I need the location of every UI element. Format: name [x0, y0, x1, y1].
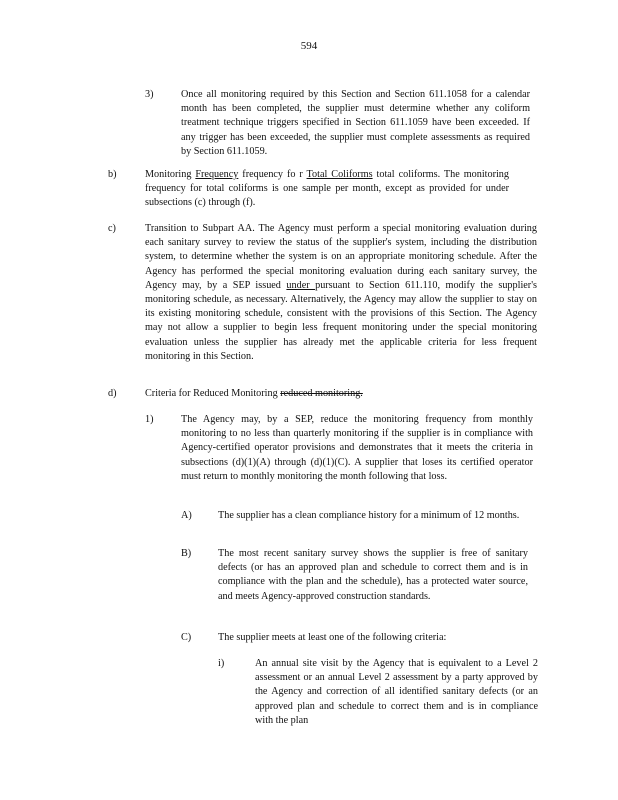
item-d1-text: The Agency may, by a SEP, reduce the monitoring frequency from monthly monitoring to no less than quarterly monitoring if the supplier is in compliance with Agency-certified operator provisions and demonstrates that it meets the criteria in subsections (d)(1)(A) through (d)(1)(C). A supplier that loses its certified operator must return to monthly monitoring the month following that loss.	[181, 414, 533, 482]
item-c-pre: Transition to Subpart AA. The Agency must perform a special monitoring evaluation during each sanitary survey to review the status of the supplier's system, including the distribution system, to determine whether the system is on an appropriate monitoring schedule. After the Agency has performed the special monitoring evaluation during each sanitary survey, the Agency may, by a SEP issued	[145, 223, 537, 291]
item-b-inserted-total-coliforms: Total Coliforms	[306, 169, 373, 180]
item-3-text: Once all monitoring required by this Section and Section 611.1058 for a calendar month has been completed, the supplier must determine whether any coliform treatment technique triggers specified in Section 611.1059 have been exceeded. If any trigger has been exceeded, the supplier must complete assessments as required by Section 611.1059.	[181, 89, 530, 157]
item-b-label: b)	[108, 169, 117, 180]
item-C-label: C)	[181, 632, 192, 643]
item-c-rest: pursuant to Section 611.110, modify the supplier's monitoring schedule, as necessary. Alternatively, the Agency may allow the supplier to stay on its existing monitoring schedule, consistent with the provisions of this Section. The Agency may not allow a supplier to begin less frequent monitoring under the special monitoring evaluation unless the supplier has already met the applicable criteria for less frequent monitoring in this Section.	[145, 279, 537, 362]
item-b-rest: total coliforms. The monitoring frequency for total coliforms is one sample per month, except as provided for under subsections (c) through (f).	[145, 169, 509, 209]
page-number: 594	[300, 40, 318, 52]
item-B-text: The most recent sanitary survey shows the supplier is free of sanitary defects (or has an approved plan and schedule to correct them and is in compliance with the plan and the schedule), has a protected water source, and meets Agency-approved construction standards.	[218, 548, 528, 602]
item-d-label: d)	[108, 388, 117, 399]
item-c-text	[145, 222, 537, 364]
item-A-text: The supplier has a clean compliance history for a minimum of 12 months.	[218, 510, 520, 521]
item-A-label: A)	[181, 510, 192, 521]
item-c-inserted-under: under	[286, 279, 316, 291]
item-3-label: 3)	[145, 89, 154, 100]
item-c-label: c)	[108, 223, 116, 234]
item-C-text: The supplier meets at least one of the following criteria:	[218, 632, 447, 643]
item-b-mid: frequency fo r	[238, 169, 307, 180]
item-b-inserted-frequency: Frequency	[195, 169, 239, 180]
item-i-text: An annual site visit by the Agency that is equivalent to a Level 2 assessment or an annual Level 2 assessment by a party approved by the Agency and correction of all identified sanitary defects (or an approved plan and schedule to correct them and is in compliance with the plan	[255, 658, 538, 726]
item-d-text	[145, 387, 465, 401]
item-B-label: B)	[181, 548, 192, 559]
item-b-text	[145, 168, 509, 211]
item-b-pre: Monitoring	[145, 169, 196, 180]
item-i-label: i)	[218, 658, 225, 669]
item-d-pre: Criteria for Reduced Monitoring	[145, 388, 281, 399]
item-d1-label: 1)	[145, 414, 154, 425]
item-d-deleted-text: reduced monitoring.	[280, 388, 363, 399]
